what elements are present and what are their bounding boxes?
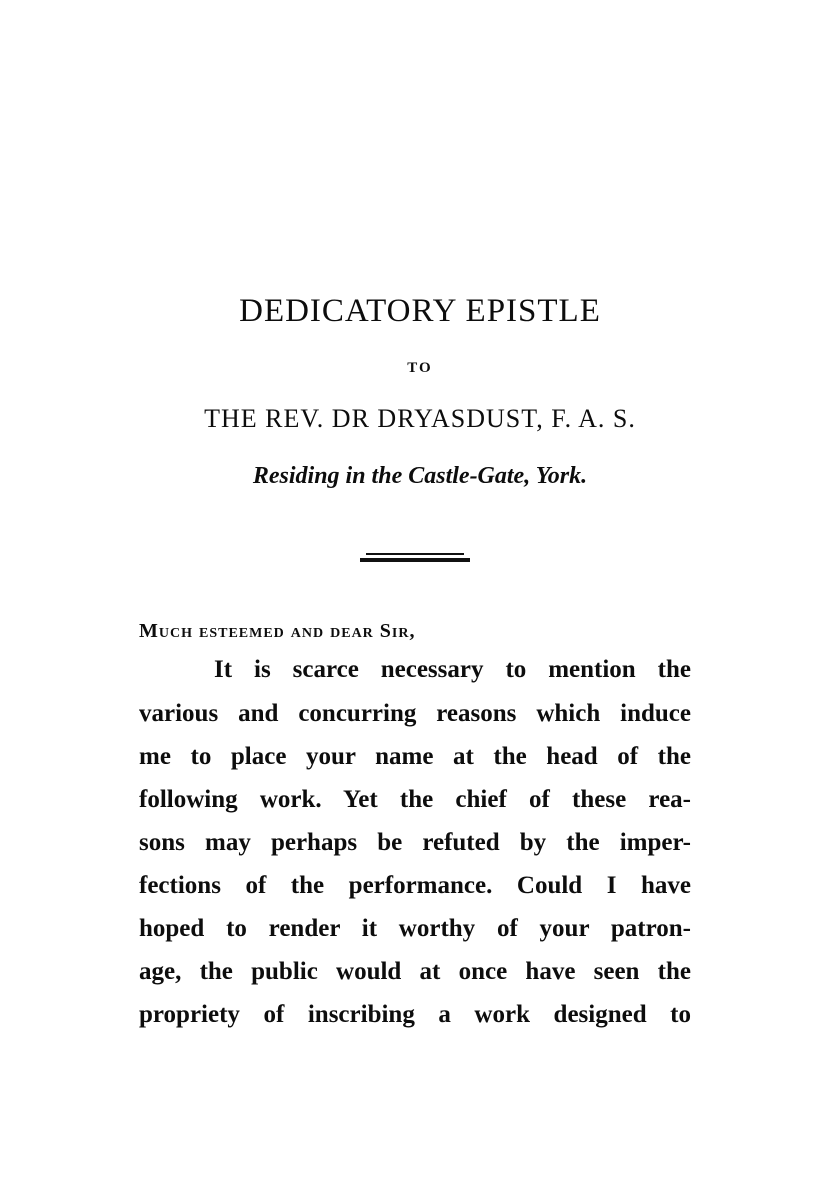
residence-line: Residing in the Castle-Gate, York. bbox=[252, 463, 588, 489]
to-label: TO bbox=[407, 360, 433, 376]
body-line-4: following work. Yet the chief of these rea- bbox=[139, 786, 691, 813]
body-line-3: me to place your name at the head of the bbox=[139, 743, 691, 770]
ornamental-rule bbox=[360, 553, 470, 565]
page-title: DEDICATORY EPISTLE bbox=[239, 293, 601, 329]
body-line-9: propriety of inscribing a work designed to bbox=[139, 1001, 691, 1028]
body-line-7: hoped to render it worthy of your patron- bbox=[139, 915, 691, 942]
salutation: Much esteemed and dear Sir, bbox=[139, 620, 416, 642]
body-line-5: sons may perhaps be refuted by the imper- bbox=[139, 829, 691, 856]
body-line-1: It is scarce necessary to mention the bbox=[214, 656, 691, 683]
rule-thin-line bbox=[366, 553, 464, 555]
body-line-8: age, the public would at once have seen the bbox=[139, 958, 691, 985]
addressee-line: THE REV. DR DRYASDUST, F. A. S. bbox=[204, 404, 636, 433]
body-line-2: various and concurring reasons which induce bbox=[139, 700, 691, 727]
rule-thick-line bbox=[360, 558, 470, 562]
body-line-6: fections of the performance. Could I have bbox=[139, 872, 691, 899]
